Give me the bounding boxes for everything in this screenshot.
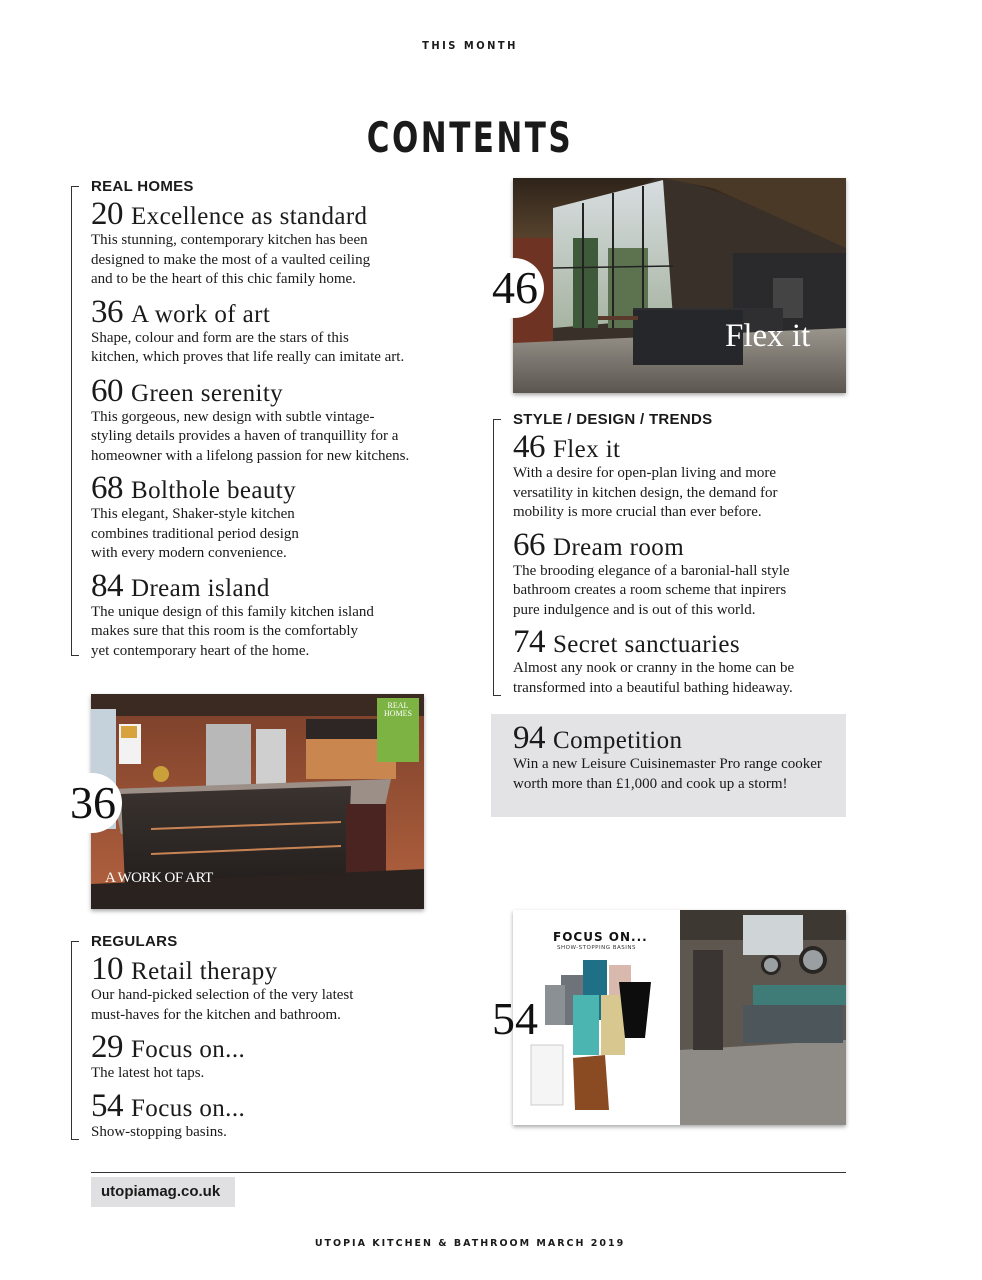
- entry-description: [91, 231, 471, 290]
- page-number: 36: [91, 293, 123, 330]
- contents-entry[interactable]: [513, 720, 846, 794]
- entry-title: Competition: [553, 727, 683, 754]
- desc-line: pure indulgence and is out of this world.: [513, 601, 756, 618]
- page-number: 10: [91, 951, 123, 987]
- section-heading: REGULARS: [91, 933, 178, 950]
- work-of-art-thumbnail[interactable]: [91, 694, 424, 909]
- desc-line: Our hand-picked selection of the very latest: [91, 987, 354, 1003]
- page-number: 20: [91, 196, 123, 232]
- entry-title: Flex it: [553, 436, 621, 463]
- entry-description: [513, 755, 846, 794]
- footer-rule: [91, 1172, 846, 1173]
- entry-description: [513, 464, 853, 523]
- page-number: 94: [513, 720, 545, 756]
- contents-entry[interactable]: [91, 567, 471, 662]
- desc-line: The unique design of this family kitchen island: [91, 603, 374, 620]
- contents-entry[interactable]: [91, 1087, 471, 1143]
- page-number: 54: [91, 1087, 123, 1124]
- desc-line: This elegant, Shaker-style kitchen: [91, 506, 295, 522]
- page-number: 84: [91, 567, 123, 604]
- entry-title: A work of art: [131, 300, 271, 328]
- entry-title: Green serenity: [131, 379, 284, 407]
- desc-line: Win a new Leisure Cuisinemaster Pro range cooker: [513, 756, 822, 772]
- desc-line: versatility in kitchen design, the demand for: [513, 484, 778, 501]
- entry-title: Retail therapy: [131, 958, 278, 985]
- real-homes-section: [71, 178, 471, 659]
- flex-it-thumbnail[interactable]: [513, 178, 846, 393]
- website-link[interactable]: utopiamag.co.uk: [91, 1177, 235, 1207]
- entry-title: Focus on...: [131, 1094, 246, 1122]
- page-number: 74: [513, 624, 545, 660]
- page-badge: 46: [484, 258, 544, 318]
- desc-line: yet contemporary heart of the home.: [91, 642, 310, 659]
- contents-entry[interactable]: [91, 1029, 471, 1084]
- desc-line: With a desire for open-plan living and more: [513, 465, 777, 481]
- section-heading: STYLE / DESIGN / TRENDS: [513, 411, 713, 428]
- desc-line: designed to make the most of a vaulted ceiling: [91, 251, 371, 268]
- bracket-line: [71, 186, 79, 656]
- entry-description: [513, 659, 853, 698]
- desc-line: The brooding elegance of a baronial-hall style: [513, 562, 790, 579]
- page-number: 46: [513, 429, 545, 465]
- entry-title: Bolthole beauty: [131, 477, 296, 504]
- entry-description: [513, 562, 853, 621]
- entry-title: Excellence as standard: [131, 203, 368, 230]
- bracket-line: [493, 419, 501, 696]
- desc-line: This gorgeous, new design with subtle vintage-: [91, 408, 375, 425]
- tag-line: HOMES: [383, 709, 412, 718]
- regulars-section: [71, 933, 471, 1140]
- focus-on-spread-thumbnail[interactable]: [513, 910, 846, 1125]
- desc-line: worth more than £1,000 and cook up a storm!: [513, 775, 788, 792]
- kitchen-vaulted-illustration: [513, 178, 846, 393]
- entry-title: Secret sanctuaries: [553, 631, 740, 658]
- desc-line: homeowner with a lifelong passion for new kitchens.: [91, 447, 410, 464]
- contents-entry[interactable]: [513, 526, 853, 621]
- competition-box[interactable]: [491, 714, 846, 817]
- entry-description: [91, 329, 471, 368]
- entry-description: [91, 408, 471, 467]
- entry-description: [91, 505, 471, 564]
- contents-entry[interactable]: [91, 951, 471, 1025]
- contents-entry[interactable]: [91, 372, 471, 467]
- entry-description: [91, 986, 471, 1025]
- desc-line: must-haves for the kitchen and bathroom.: [91, 1006, 341, 1023]
- style-design-trends-section: [493, 411, 853, 696]
- desc-line: kitchen, which proves that life really can imitate art.: [91, 349, 405, 365]
- desc-line: combines traditional period design: [91, 525, 299, 542]
- real-homes-tag: [377, 698, 419, 762]
- desc-line: Almost any nook or cranny in the home can be: [513, 660, 795, 676]
- desc-line: transformed into a beautiful bathing hideaway.: [513, 679, 793, 696]
- page-number: 29: [91, 1029, 123, 1065]
- desc-line: The latest hot taps.: [91, 1065, 205, 1081]
- tag-line: REAL: [387, 701, 409, 710]
- focus-on-heading: FOCUS ON...: [553, 930, 648, 944]
- desc-line: with every modern convenience.: [91, 545, 287, 561]
- flex-it-caption: Flex it: [725, 318, 811, 354]
- work-of-art-caption: A WORK OF ART: [105, 870, 213, 886]
- desc-line: and to be the heart of this chic family home.: [91, 271, 356, 287]
- contents-entry[interactable]: [91, 196, 471, 290]
- desc-line: mobility is more crucial than ever before.: [513, 504, 762, 520]
- page-badge: 54: [492, 993, 538, 1044]
- focus-on-subheading: SHOW-STOPPING BASINS: [557, 945, 636, 951]
- section-heading: REAL HOMES: [91, 178, 194, 195]
- entry-title: Dream island: [131, 574, 270, 602]
- page-badge: 36: [62, 773, 122, 833]
- contents-entry[interactable]: [91, 293, 471, 368]
- desc-line: Shape, colour and form are the stars of this: [91, 329, 349, 346]
- section-kicker: THIS MONTH: [422, 39, 518, 52]
- contents-entry[interactable]: [513, 429, 853, 523]
- entry-description: [91, 1123, 471, 1143]
- desc-line: This stunning, contemporary kitchen has been: [91, 232, 368, 248]
- desc-line: makes sure that this room is the comfortably: [91, 623, 359, 639]
- entry-description: [91, 1064, 471, 1084]
- page-title: CONTENTS: [366, 113, 574, 162]
- contents-entry[interactable]: [513, 624, 853, 698]
- desc-line: bathroom creates a room scheme that inpirers: [513, 582, 787, 598]
- contents-entry[interactable]: [91, 470, 471, 564]
- page-number: 68: [91, 470, 123, 506]
- page-number: 60: [91, 372, 123, 409]
- bracket-line: [71, 941, 79, 1140]
- page-number: 66: [513, 526, 545, 563]
- desc-line: Show-stopping basins.: [91, 1123, 227, 1140]
- page-footer: UTOPIA KITCHEN & BATHROOM MARCH 2019: [314, 1238, 626, 1249]
- entry-description: [91, 603, 471, 662]
- desc-line: styling details provides a haven of tranquillity for a: [91, 428, 399, 444]
- entry-title: Focus on...: [131, 1036, 246, 1063]
- entry-title: Dream room: [553, 533, 685, 561]
